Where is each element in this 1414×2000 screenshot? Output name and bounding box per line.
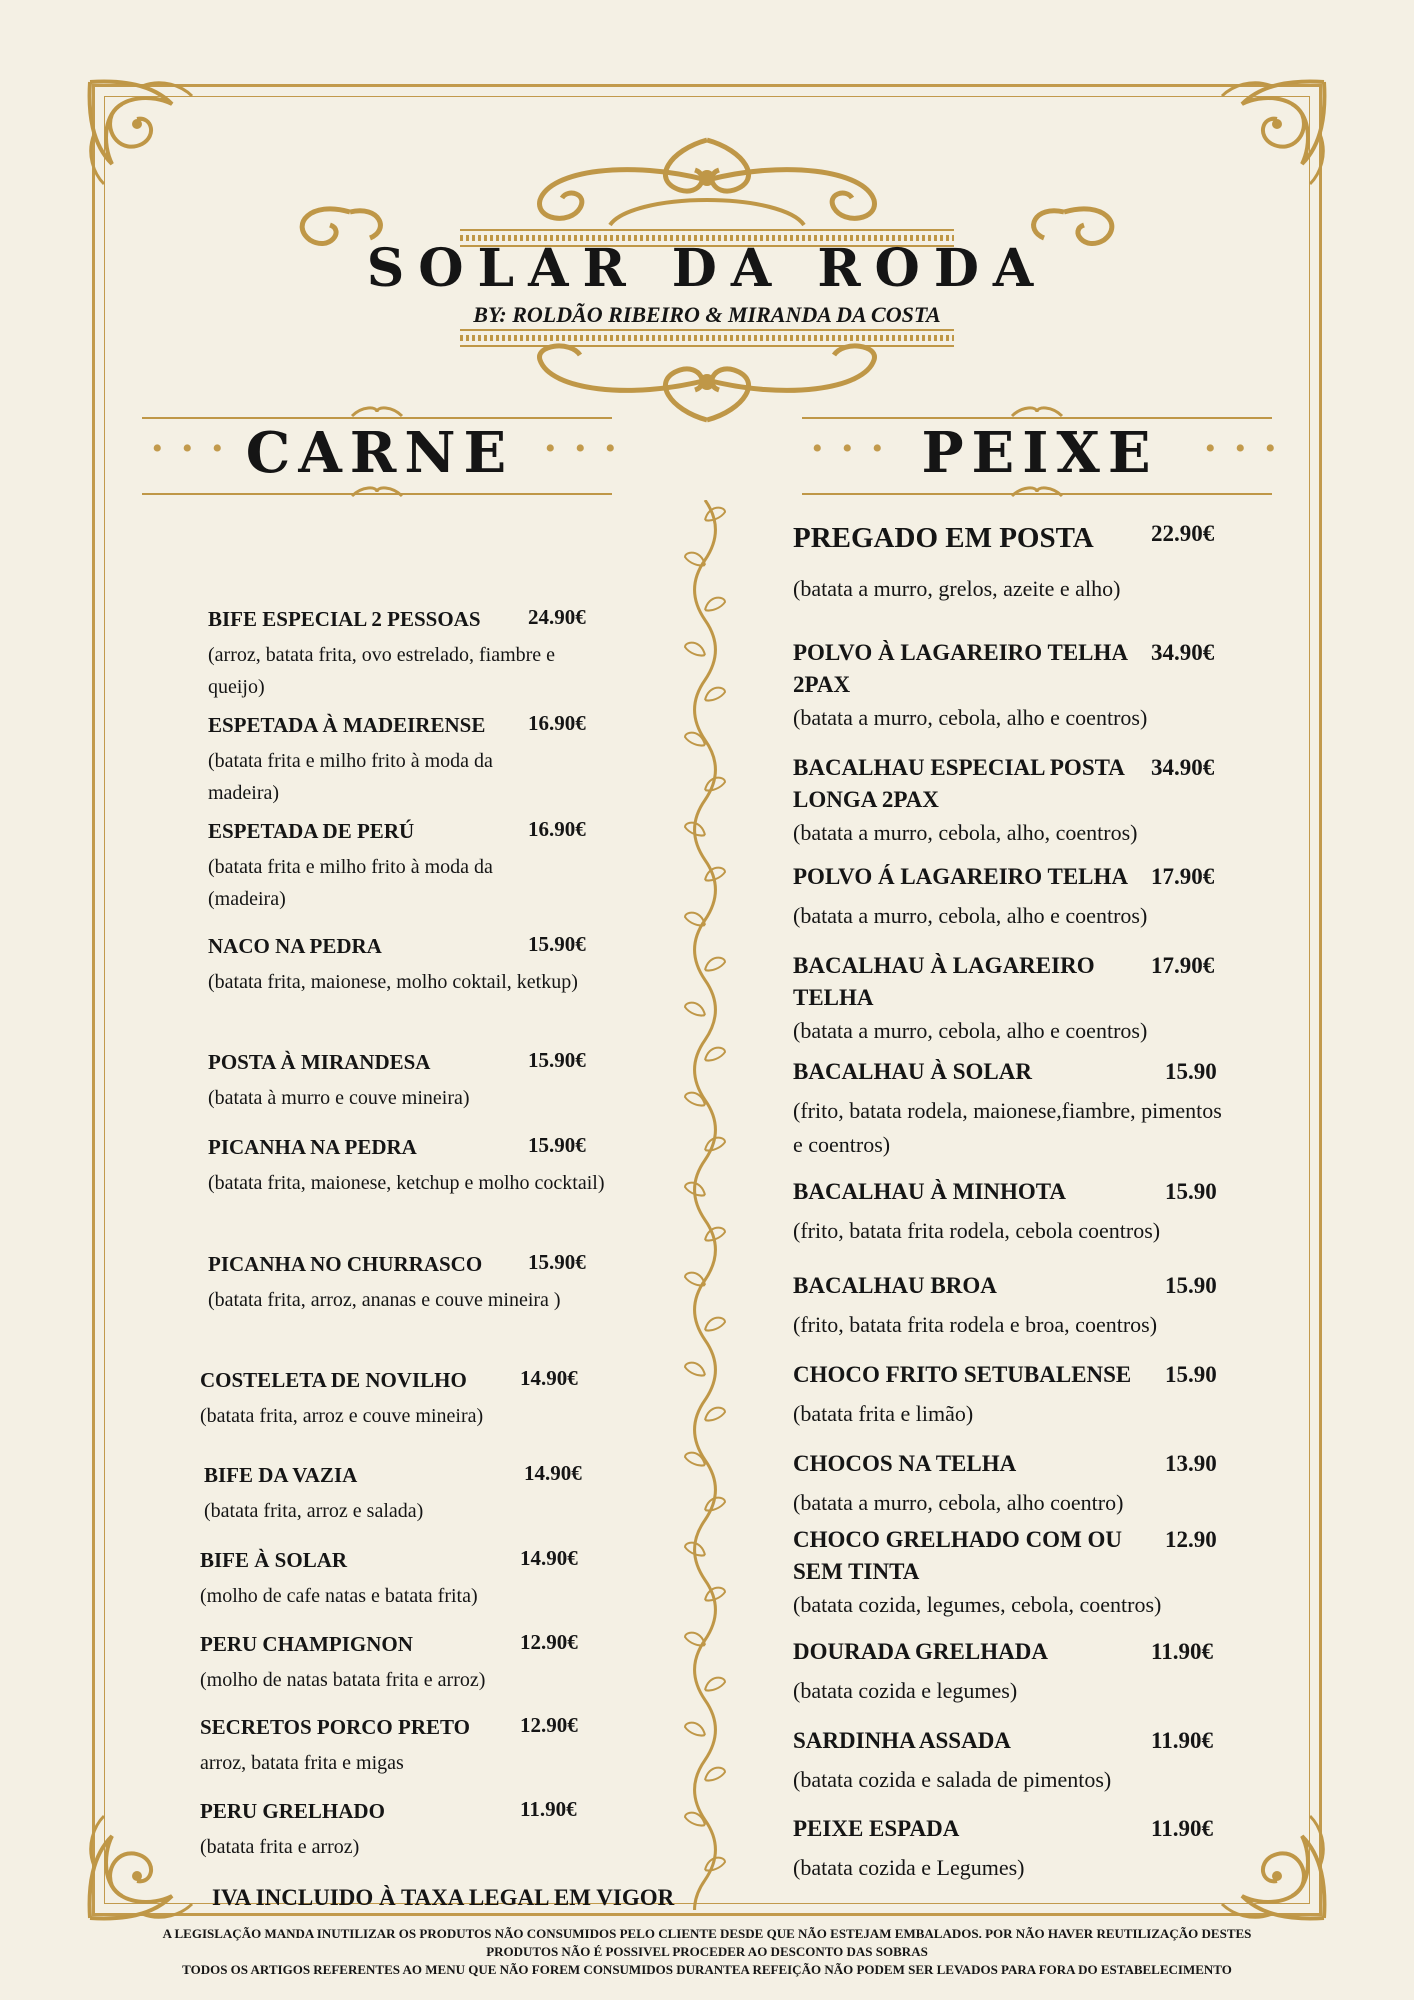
item-description: (molho de natas batata frita e arroz) (200, 1669, 486, 1691)
item-description: (batata cozida, legumes, cebola, coentros) (793, 1592, 1162, 1617)
item-description: (batata cozida e Legumes) (793, 1855, 1025, 1880)
item-name: PICANHA NO CHURRASCO (208, 1252, 483, 1276)
corner-ornament-bottom-left (82, 1806, 202, 1926)
item-price: 11.90€ (1151, 1816, 1213, 1841)
item-description: (batata frita, maionese, ketchup e molho cocktail) (208, 1172, 605, 1194)
menu-item (793, 1524, 1263, 1622)
menu-item (208, 1250, 608, 1316)
vine-leaf (705, 1408, 725, 1421)
item-price: 12.90€ (520, 1713, 578, 1737)
item-description: (frito, batata frita rodela e broa, coentros) (793, 1312, 1158, 1337)
menu-item (208, 817, 608, 915)
menu-item (793, 861, 1263, 933)
item-description: (frito, batata frita rodela, cebola coentros) (793, 1218, 1161, 1243)
menu-item (793, 752, 1263, 850)
menu-item (793, 637, 1263, 735)
item-description: (batata frita e milho frito à moda da (madeira) (208, 856, 493, 910)
item-name: CHOCO GRELHADO COM OU SEM TINTA (793, 1527, 1123, 1584)
corner-ornament-top-right (1212, 74, 1332, 194)
menu-item (208, 605, 608, 703)
item-description: (batata a murro, cebola, alho e coentros) (793, 1018, 1148, 1043)
item-price: 24.90€ (528, 605, 586, 629)
carne-dots-right: • • • (545, 432, 622, 465)
item-name: BIFE ESPECIAL 2 PESSOAS (208, 607, 481, 631)
item-name: PERU GRELHADO (200, 1799, 385, 1823)
vine-leaf (685, 1003, 705, 1016)
item-price: 14.90€ (520, 1546, 578, 1570)
item-price: 12.90€ (520, 1630, 578, 1654)
item-price: 34.90€ (1151, 755, 1215, 780)
item-price: 15.90€ (528, 932, 586, 956)
menu-item (793, 1176, 1263, 1248)
item-description: (batata frita e arroz) (200, 1836, 360, 1858)
item-description: (batata cozida e legumes) (793, 1678, 1018, 1703)
item-name: PERU CHAMPIGNON (200, 1632, 413, 1656)
item-description: (batata a murro, cebola, alho, coentros) (793, 820, 1138, 845)
item-description: (molho de cafe natas e batata frita) (200, 1585, 478, 1607)
item-description: arroz, batata frita e migas (200, 1752, 404, 1774)
item-price: 16.90€ (528, 817, 586, 841)
menu-item (793, 1636, 1263, 1708)
item-name: BACALHAU BROA (793, 1273, 997, 1298)
iva-notice: IVA INCLUIDO À TAXA LEGAL EM VIGOR (212, 1885, 675, 1910)
item-price: 13.90 (1165, 1451, 1217, 1476)
legal-notice-line-2: PRODUTOS NÃO É POSSIVEL PROCEDER AO DESCONTO DAS SOBRAS (486, 1944, 928, 1959)
item-name: PICANHA NA PEDRA (208, 1135, 417, 1159)
item-price: 15.90€ (528, 1250, 586, 1274)
item-price: 11.90€ (1151, 1639, 1213, 1664)
menu-item (208, 711, 608, 809)
item-description: (batata a murro, grelos, azeite e alho) (793, 576, 1121, 601)
item-name: PEIXE ESPADA (793, 1816, 960, 1841)
vine-leaf (685, 643, 705, 656)
item-name: BACALHAU ESPECIAL POSTA LONGA 2PAX (793, 755, 1124, 812)
carne-heading: CARNE (245, 420, 515, 486)
item-name: POSTA À MIRANDESA (208, 1050, 431, 1074)
menu-item (200, 1797, 600, 1863)
item-price: 15.90€ (528, 1048, 586, 1072)
item-name: ESPETADA À MADEIRENSE (208, 713, 486, 737)
item-price: 17.90€ (1151, 864, 1215, 889)
vine-leaf (705, 1228, 725, 1241)
item-description: (batata a murro, cebola, alho e coentros) (793, 903, 1148, 928)
legal-notice-line-1: A LEGISLAÇÃO MANDA INUTILIZAR OS PRODUTOS NÃO CONSUMIDOS PELO CLIENTE DESDE QUE NÃO ESTEJAM EMBALADOS. POR NÃO HAVER REUTILIZAÇÃO DESTES (162, 1926, 1252, 1941)
item-description: (batata frita, arroz e salada) (204, 1500, 424, 1522)
item-description: (batata à murro e couve mineira) (208, 1087, 470, 1109)
vine-leaf (705, 1318, 725, 1331)
vine-divider (670, 500, 740, 1910)
legal-notice-line-3: TODOS OS ARTIGOS REFERENTES AO MENU QUE NÃO FOREM CONSUMIDOS DURANTEA REFEIÇÃO NÃO PODEM SER LEVADOS PARA FORA DO ESTABELECIMENTO (182, 1962, 1232, 1977)
item-price: 16.90€ (528, 711, 586, 735)
item-price: 22.90€ (1151, 521, 1215, 546)
item-name: BACALHAU À SOLAR (793, 1059, 1032, 1084)
menu-item (208, 1048, 608, 1114)
item-name: BIFE À SOLAR (200, 1548, 348, 1572)
item-name: POLVO Á LAGAREIRO TELHA (793, 864, 1129, 889)
vine-leaf (705, 1678, 725, 1691)
item-name: BACALHAU À LAGAREIRO TELHA (793, 953, 1095, 1010)
item-description: (arroz, batata frita, ovo estrelado, fiambre e queijo) (208, 644, 556, 698)
item-name: CHOCOS NA TELHA (793, 1451, 1017, 1476)
item-price: 15.90 (1165, 1179, 1217, 1204)
item-name: BACALHAU À MINHOTA (793, 1179, 1067, 1204)
vine-leaf (705, 1588, 725, 1601)
menu-item (200, 1546, 600, 1612)
item-description: (batata frita, arroz e couve mineira) (200, 1405, 484, 1427)
item-price: 15.90€ (528, 1133, 586, 1157)
carne-dots-left: • • • (152, 432, 229, 465)
item-price: 14.90€ (524, 1461, 582, 1485)
vine-leaf (705, 1768, 725, 1781)
restaurant-subtitle: BY: ROLDÃO RIBEIRO & MIRANDA DA COSTA (473, 302, 941, 327)
item-price: 15.90 (1165, 1362, 1217, 1387)
item-name: PREGADO EM POSTA (793, 522, 1094, 554)
menu-item (208, 1133, 608, 1199)
item-name: COSTELETA DE NOVILHO (200, 1368, 467, 1392)
item-description: (batata frita, arroz, ananas e couve mineira ) (208, 1289, 561, 1311)
item-price: 11.90€ (1151, 1728, 1213, 1753)
menu-item (793, 1813, 1263, 1885)
item-price: 34.90€ (1151, 640, 1215, 665)
menu-item (793, 1725, 1263, 1797)
menu-item (793, 1270, 1263, 1342)
vine-leaf (705, 1048, 725, 1061)
peixe-dots-right: • • • (1205, 432, 1282, 465)
item-price: 15.90 (1165, 1273, 1217, 1298)
menu-item (793, 950, 1263, 1048)
vine-leaf (685, 1723, 705, 1736)
menu-item (200, 1366, 600, 1432)
vine-leaf (685, 1363, 705, 1376)
restaurant-title: SOLAR DA RODA (366, 238, 1048, 299)
item-name: BIFE DA VAZIA (204, 1463, 358, 1487)
item-name: NACO NA PEDRA (208, 934, 382, 958)
vine-leaf (705, 508, 725, 521)
item-description: (batata frita e limão) (793, 1401, 974, 1426)
menu-item (200, 1713, 600, 1779)
item-price: 12.90 (1165, 1527, 1217, 1552)
item-description: (batata cozida e salada de pimentos) (793, 1767, 1112, 1792)
menu-item (793, 1056, 1263, 1162)
corner-ornament-top-left (82, 74, 202, 194)
menu-item (793, 1448, 1263, 1520)
item-price: 11.90€ (520, 1797, 577, 1821)
menu-item (793, 518, 1263, 606)
item-name: SARDINHA ASSADA (793, 1728, 1011, 1753)
item-name: ESPETADA DE PERÚ (208, 819, 415, 843)
vine-leaf (705, 688, 725, 701)
vine-leaf (705, 868, 725, 881)
item-name: DOURADA GRELHADA (793, 1639, 1048, 1664)
item-name: CHOCO FRITO SETUBALENSE (793, 1362, 1132, 1387)
item-description: (frito, batata rodela, maionese,fiambre, pimentos e coentros) (793, 1098, 1222, 1157)
menu-item (204, 1461, 604, 1527)
menu-item (208, 932, 608, 998)
menu-item (200, 1630, 600, 1696)
vine-leaf (705, 958, 725, 971)
item-description: (batata a murro, cebola, alho coentro) (793, 1490, 1124, 1515)
item-description: (batata frita, maionese, molho coktail, ketkup) (208, 971, 578, 993)
item-price: 17.90€ (1151, 953, 1215, 978)
vine-leaf (705, 598, 725, 611)
menu-item (793, 1359, 1263, 1431)
item-name: POLVO À LAGAREIRO TELHA 2PAX (793, 640, 1127, 697)
item-name: SECRETOS PORCO PRETO (200, 1715, 470, 1739)
item-price: 14.90€ (520, 1366, 578, 1390)
item-description: (batata frita e milho frito à moda da madeira) (208, 750, 493, 804)
item-description: (batata a murro, cebola, alho e coentros) (793, 705, 1148, 730)
peixe-heading: PEIXE (921, 420, 1159, 486)
peixe-dots-left: • • • (812, 432, 889, 465)
item-price: 15.90 (1165, 1059, 1217, 1084)
